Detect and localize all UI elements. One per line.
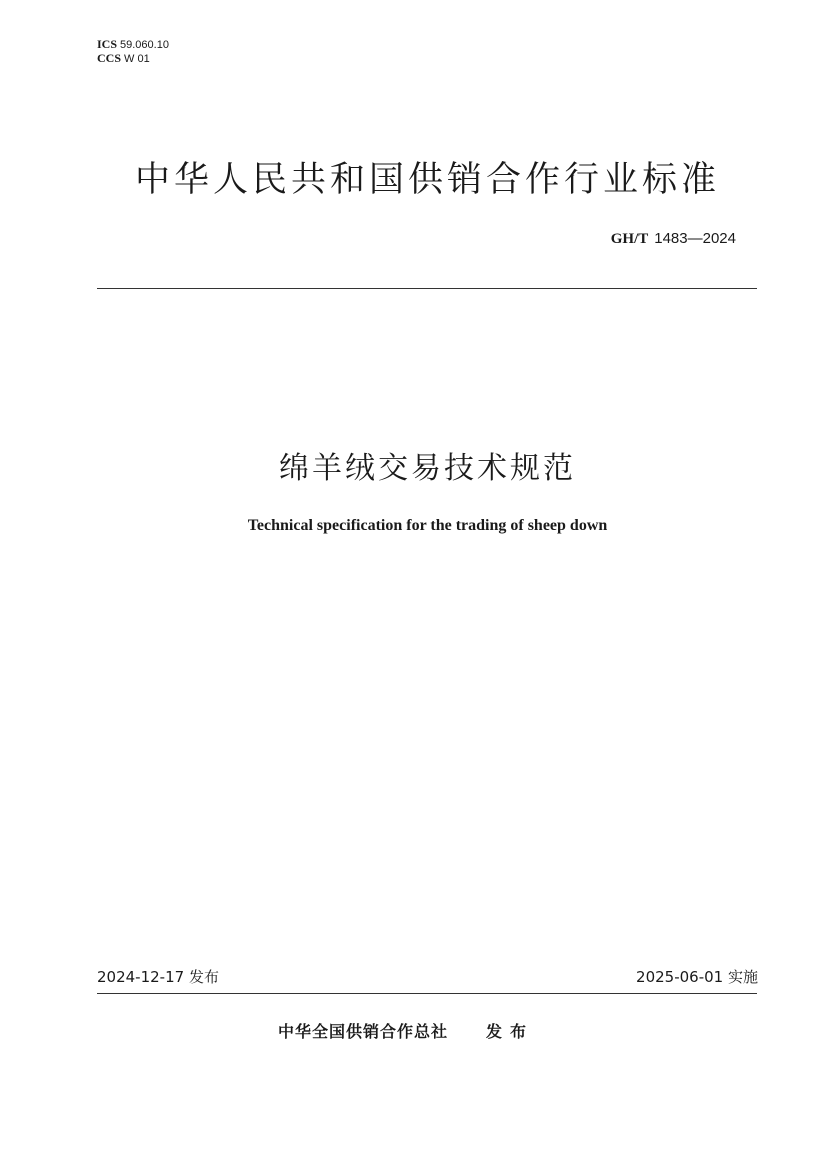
standard-category-title: 中华人民共和国供销合作行业标准 [134,160,720,200]
ccs-code: W 01 [124,53,150,65]
publisher-name: 中华全国供销合作总社 [278,1022,449,1041]
document-title-cn: 绵羊绒交易技术规范 [279,451,576,486]
publisher-line [278,1019,534,1042]
document-title-en: Technical specification for the trading of sheep down [247,517,608,534]
classification-codes [97,38,169,66]
ics-code: 59.060.10 [120,39,169,51]
standard-code-number: 1483—2024 [654,230,736,247]
top-divider [97,288,757,289]
ics-line [97,38,169,52]
effective-date: 2025-06-01 实施 [636,968,758,986]
ccs-label: CCS [97,51,122,65]
ics-label: ICS [97,37,118,51]
standard-code-prefix: GH/T [610,231,649,247]
bottom-divider [97,993,757,994]
standard-code [611,230,736,248]
publisher-action: 发布 [486,1022,535,1041]
ccs-line [97,52,169,66]
issue-date: 2024-12-17 发布 [97,968,219,986]
